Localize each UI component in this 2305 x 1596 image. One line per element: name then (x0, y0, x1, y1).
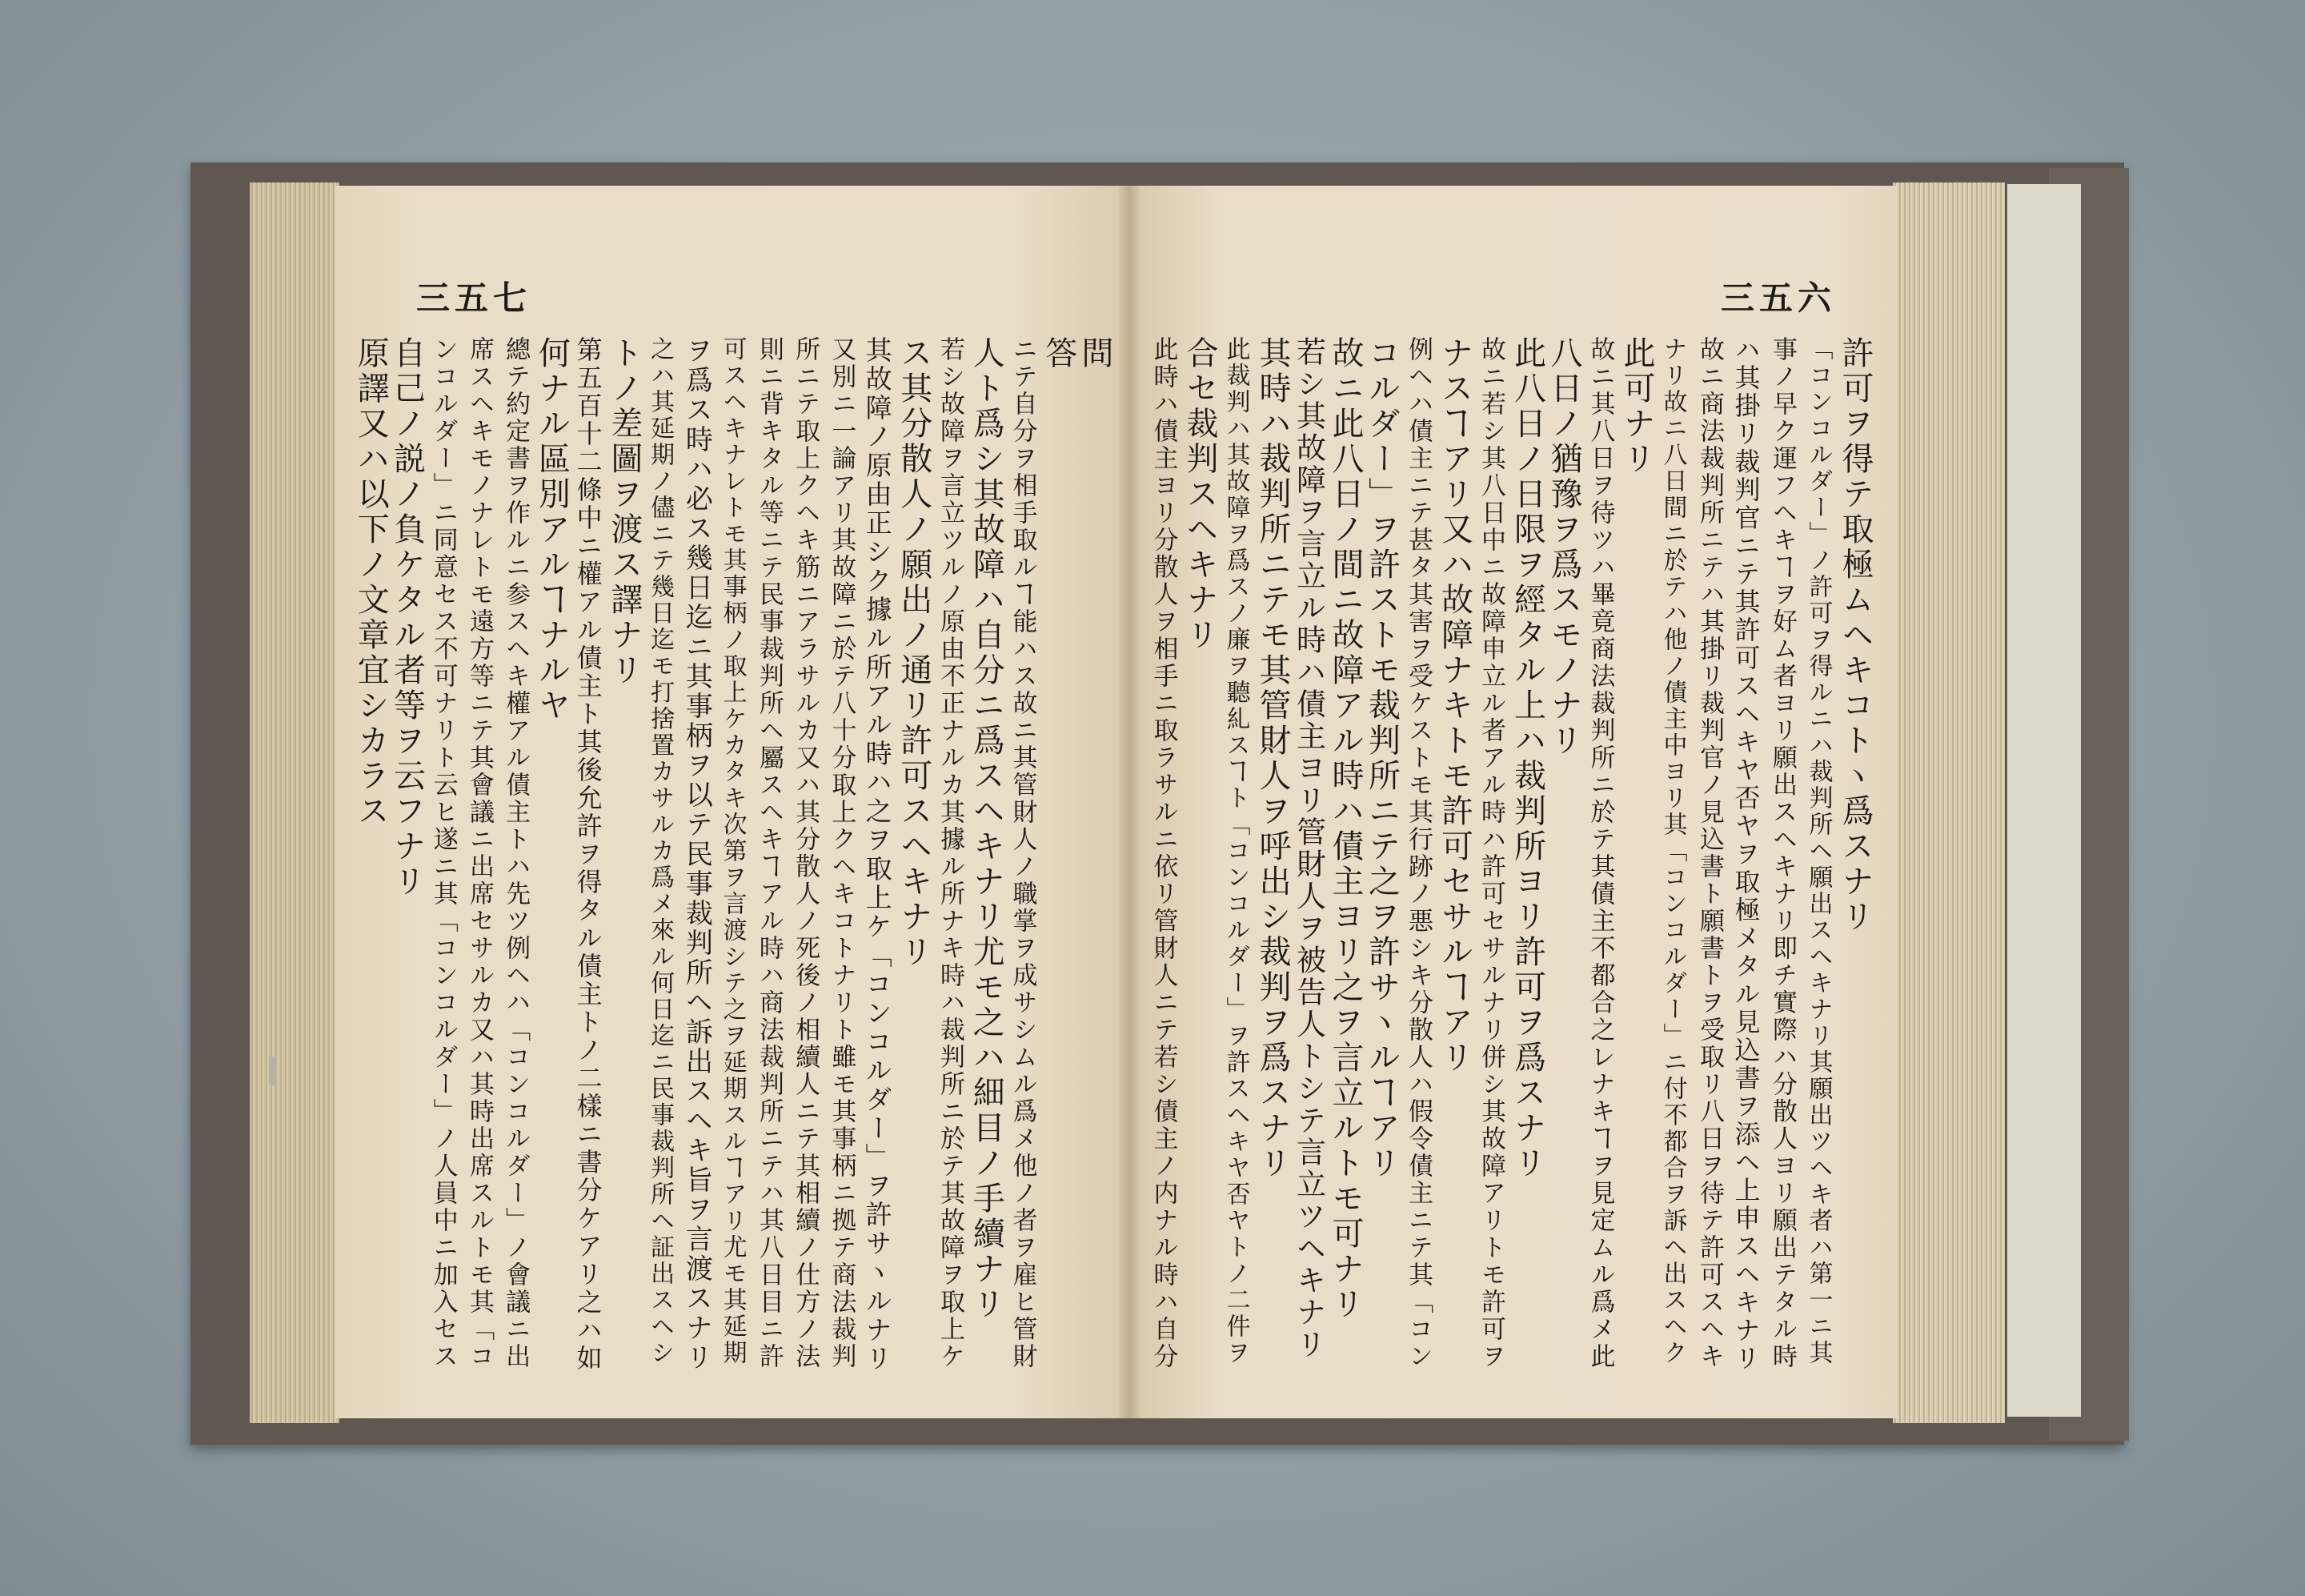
left-text-column: トノ差圖ヲ渡ス譯ナリ (605, 336, 643, 688)
left-text-column: ンコルダー」ニ同意セス不可ナリト云ヒ遂ニ其「コンコルダー」ノ人員中ニ加入セス (428, 336, 458, 1370)
right-text-column: 其時ハ裁判所ニテモ其管財人ヲ呼出シ裁判ヲ爲スナリ (1254, 336, 1291, 1181)
right-text-column: 事ノ早ク運フヘキヿヲ好ム者ヨリ願出スヘキナリ即チ實際ハ分散人ヨリ願出テタル時 (1768, 336, 1797, 1370)
left-text-column: 則ニ背キタル等ニテ民事裁判所ヘ屬スヘキヿアル時ハ商法裁判所ニテハ其八日目ニ許 (754, 336, 784, 1370)
question-marker: 問 (1076, 336, 1113, 371)
right-text-column: 若シ其故障ヲ言立ル時ハ債主ヨリ管財人ヲ被告人トシテ言立ツヘキナリ (1291, 336, 1326, 1361)
left-text-column: ヲ爲ス時ハ必ス幾日迄ニ其事柄ヲ以テ民事裁判所ヘ訴出スヘキ旨ヲ言渡スナリ (680, 336, 713, 1373)
right-page-stack (1893, 182, 2005, 1423)
right-text-column: 八日ノ猶豫ヲ爲スモノナリ (1545, 336, 1582, 759)
right-text-column: 此裁判ハ其故障ヲ爲スノ廉ヲ聽糺スヿト「コンコルダー」ヲ許スヘキヤ否ヤトノ二件ヲ (1221, 336, 1250, 1366)
right-text-column: ナリ故ニ八日間ニ於テハ他ノ債主中ヨリ其「コンコルダー」ニ付不都合ヲ訴ヘ出スヘク (1658, 336, 1687, 1366)
book-gutter (1119, 186, 1140, 1418)
left-text-column: 人ト爲シ其故障ハ自分ニ爲スヘキナリ尤モ之ハ細目ノ手續ナリ (968, 336, 1005, 1322)
right-text-column: 「コンコルダー」ノ許可ヲ得ルニハ裁判所ヘ願出スヘキナリ其願出ツヘキ者ハ第一ニ其 (1804, 336, 1833, 1366)
left-text-column: 第五百十二條中ニ權アル債主ト其後允許ヲ得タル債主トノ二樣ニ書分ケアリ之ハ如 (572, 336, 603, 1373)
left-text-column: 席スヘキモノナレトモ遠方等ニテ其會議ニ出席セサルカ又ハ其時出席スルトモ其「コ (464, 336, 494, 1370)
right-text-column: 故ニ此八日ノ間ニ故障アル時ハ債主ヨリ之ヲ言立ルトモ可ナリ (1327, 336, 1364, 1322)
right-text-column: ナスヿアリ又ハ故障ナキトモ許可セサルヿアリ (1436, 336, 1473, 1076)
left-text-column: ス其分散人ノ願出ノ通リ許可スヘキナリ (895, 336, 932, 970)
left-text-column: 自己ノ説ノ負ケタル者等ヲ云フナリ (388, 336, 426, 900)
right-text-column: 故ニ商法裁判所ニテハ其掛リ裁判官ノ見込書ト願書トヲ受取リ八日ヲ待テ許可スヘキ (1695, 336, 1724, 1370)
right-text-column: 此時ハ債主ヨリ分散人ヲ相手ニ取ラサルニ依リ管財人ニテ若シ債主ノ内ナル時ハ自分 (1148, 336, 1178, 1370)
right-text-column: 例ヘハ債主ニテ甚タ其害ヲ受ケストモ其行跡ノ悪シキ分散人ハ假令債主ニテ其「コン (1404, 336, 1433, 1370)
endpaper (2007, 184, 2081, 1417)
left-text-column: 總テ約定書ヲ作ルニ参スヘキ權アル債主トハ先ツ例ヘハ「コンコルダー」ノ會議ニ出 (501, 336, 531, 1370)
right-text-column: 故ニ其八日ヲ待ツハ畢竟商法裁判所ニ於テ其債主不都合之レナキヿヲ見定ムル爲メ此 (1585, 336, 1615, 1370)
left-text-column: 原譯又ハ以下ノ文章宜シカラス (352, 336, 390, 829)
left-text-column: ニテ自分ヲ相手取ルヿ能ハス故ニ其管財人ノ職掌ヲ成サシムル爲メ他ノ者ヲ雇ヒ管財 (1008, 336, 1037, 1370)
page-number-left: 三五七 (416, 279, 532, 318)
right-text-column: 此八日ノ日限ヲ經タル上ハ裁判所ヨリ許可ヲ爲スナリ (1509, 336, 1546, 1181)
left-text-column: 之ハ其延期ノ儘ニテ幾日迄モ打捨置カサルカ爲メ來ル何日迄ニ民事裁判所ヘ証出スヘシ (646, 336, 675, 1366)
right-text-column: 許可ヲ得テ取極ムヘキコトヽ爲スナリ (1837, 336, 1874, 935)
right-text-column: コルダー」ヲ許ストモ裁判所ニテ之ヲ許サヽルヿアリ (1363, 336, 1401, 1181)
page-number-right: 三五六 (1721, 279, 1837, 318)
left-text-column: 所ニテ取上クヘキ筋ニアラサルカ又ハ其分散人ノ死後ノ相續人ニテ其相續ノ仕方ノ法 (791, 336, 820, 1370)
right-text-column: 故ニ若シ其八日中ニ故障申立ル者アル時ハ許可セサルナリ併シ其故障アリトモ許可ヲ (1477, 336, 1505, 1370)
left-text-column: 可スヘキナレトモ其事柄ノ取上ケカタキ次第ヲ言渡シテ之ヲ延期スルヿアリ尤モ其延期 (718, 336, 747, 1366)
answer-marker: 答 (1040, 336, 1077, 371)
left-text-column: 又別ニ一論アリ其故障ニ於テ八十分取上クヘキコトナリト雖モ其事柄ニ拠テ商法裁判 (827, 336, 856, 1370)
right-text-column: 此可ナリ (1618, 336, 1655, 477)
right-text-column: ハ其掛リ裁判官ニテ其許可スヘキヤ否ヤヲ取極メタル見込書ヲ添ヘ上申スヘキナリ (1730, 336, 1762, 1373)
left-text-column: 若シ故障ヲ言立ツルノ原由不正ナルカ其據ル所ナキ時ハ裁判所ニ於テ其故障ヲ取上ケ (936, 336, 965, 1370)
page-tab-mark (269, 1057, 277, 1085)
left-page-stack (250, 182, 339, 1423)
right-text-column: 合セ裁判スヘキナリ (1181, 336, 1218, 653)
left-text-column: 其故障ノ原由正シク據ル所アル時ハ之ヲ取上ケ「コンコルダー」ヲ許サヽルナリ (861, 336, 893, 1373)
left-text-column: 何ナル區別アルヿナルヤ (533, 336, 571, 724)
